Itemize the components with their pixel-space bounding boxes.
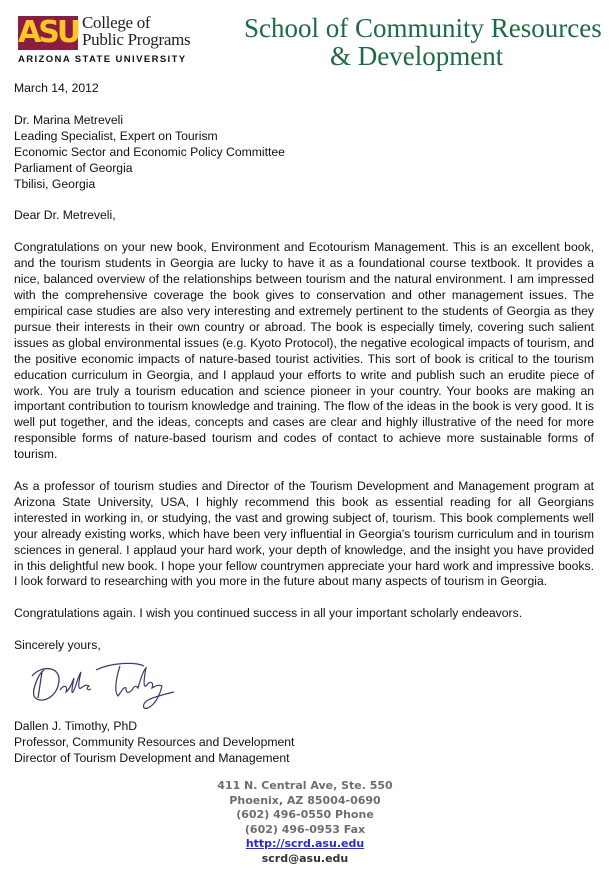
footer-address <box>0 779 610 866</box>
recipient-line: Parliament of Georgia <box>14 160 133 175</box>
body-paragraph: Congratulations on your new book, Environment and Ecotourism Management. This is an excellent book, and the tourism students in Georgia are lucky to have it as a foundational course textbook. It provides a nice, balanced overview of the relationships between tourism and the natural environment. I am impressed with the comprehensive coverage the book gives to conservation and other management issues. The empirical case studies are also very interesting and extremely pertinent to the students of Georgia as they pursue their interests in their own country or abroad. The book is especially timely, covering such salient issues as global environmental issues (e.g. Kyoto Protocol), the negative ecological impacts of tourism, and the positive economic impacts of nature-based tourist activities. This sort of book is critical to the tourism education curriculum in Georgia, and I applaud your efforts to write and publish such an erudite piece of work. You are truly a tourism education and science pioneer in your country. Your books are making an important contribution to tourism knowledge and training. The flow of the ideas in the book is very good. It is well put together, and the ideas, concepts and cases are clear and highly illustrative of the need for more responsible forms of nature-based tourism and codes of contact to achieve more sustainable forms of tourism. <box>14 240 594 462</box>
footer-website-link[interactable]: http://scrd.asu.edu <box>245 837 365 850</box>
signatory-line: Dallen J. Timothy, PhD <box>14 719 138 734</box>
body-paragraph: As a professor of tourism studies and Director of the Tourism Development and Management program at Arizona State University, USA, I highly recommend this book as essential reading for all Georgians interested in working in, or studying, the vast and growing subject of, tourism. This book complements well your already existing works, which have been very influential in Georgia's tourism curriculum and in tourism sciences in general. I applaud your hard work, your depth of knowledge, and the insight you have provided in this delightful new book. I hope your fellow countrymen appreciate your hard work and impressive books. I look forward to researching with you more in the future about many aspects of tourism in Georgia. <box>14 479 594 589</box>
recipient-line: Tbilisi, Georgia <box>14 176 96 191</box>
signatory-block <box>14 719 594 767</box>
recipient-address <box>14 113 594 193</box>
letterhead <box>0 0 610 80</box>
closing: Sincerely yours, <box>14 638 101 653</box>
letter-date: March 14, 2012 <box>14 81 99 95</box>
college-name-line1: College of <box>82 13 151 32</box>
recipient-line: Dr. Marina Metreveli <box>14 112 124 127</box>
footer-fax: (602) 496-0953 Fax <box>244 822 366 836</box>
signatory-line: Director of Tourism Development and Management <box>14 750 290 765</box>
body-paragraph: Congratulations again. I wish you continued success in all your important scholarly endeavors. <box>14 606 523 621</box>
asu-college-logo <box>18 14 193 66</box>
signatory-line: Professor, Community Resources and Development <box>14 735 295 749</box>
footer-phone: (602) 496-0550 Phone <box>236 808 374 821</box>
school-name-line1: School of Community Resources <box>244 13 602 43</box>
university-name: ARIZONA STATE UNIVERSITY <box>18 54 187 65</box>
school-name-line2: & Development <box>330 41 504 71</box>
recipient-line: Leading Specialist, Expert on Tourism <box>14 128 218 143</box>
handwritten-signature <box>24 656 184 714</box>
footer-street: 411 N. Central Ave, Ste. 550 <box>217 779 393 792</box>
recipient-line: Economic Sector and Economic Policy Committee <box>14 144 285 159</box>
asu-logo-mark: ASU <box>18 15 79 50</box>
salutation: Dear Dr. Metreveli, <box>14 208 116 223</box>
college-name-line2: Public Programs <box>82 30 191 49</box>
college-name <box>82 14 190 48</box>
footer-city: Phoenix, AZ 85004-0690 <box>229 793 381 807</box>
footer-email[interactable]: scrd@asu.edu <box>261 851 349 865</box>
letter-body <box>14 81 594 767</box>
school-name <box>244 14 602 70</box>
